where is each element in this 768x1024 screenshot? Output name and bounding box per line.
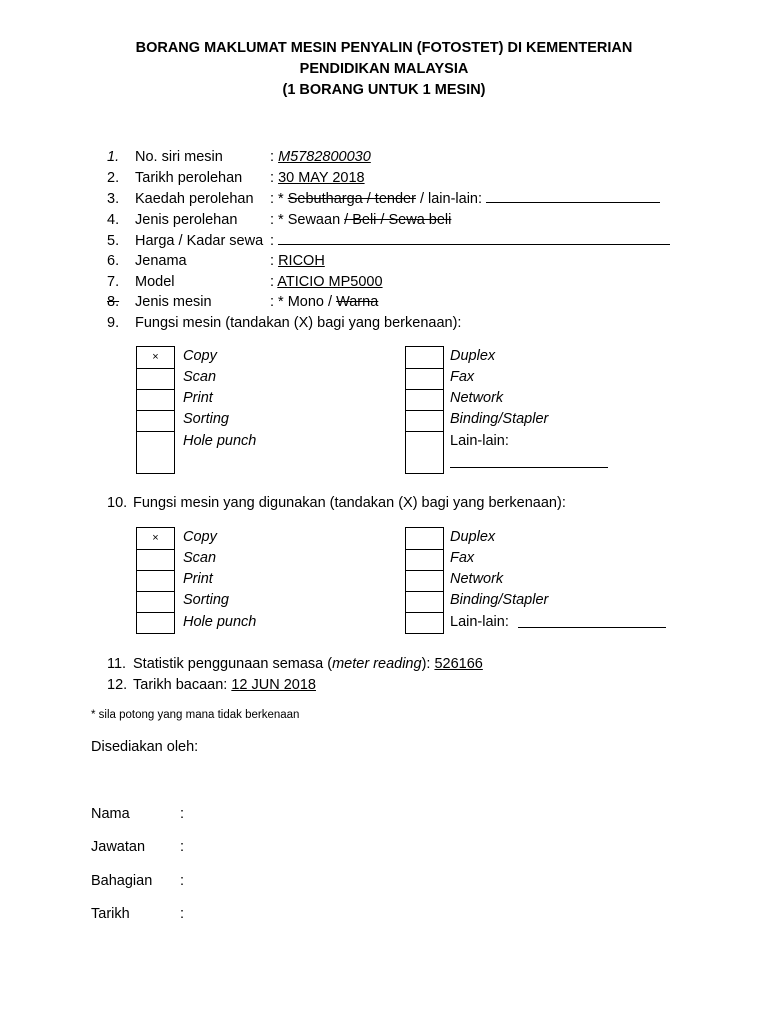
checkbox-duplex[interactable] <box>406 347 443 368</box>
checkbox-sorting[interactable] <box>137 410 174 432</box>
option-fax: Fax <box>450 550 475 566</box>
colon-option: : * Sewaan <box>270 212 341 228</box>
item-label: No. siri mesin <box>135 149 223 165</box>
item-meter-reading <box>107 655 483 673</box>
option-copy: Copy <box>183 529 217 545</box>
item-functions-used-heading <box>107 494 566 512</box>
item-price <box>107 232 670 250</box>
checked-mark: × <box>152 351 159 363</box>
option-sorting: Sorting <box>183 411 229 427</box>
item-text-suffix: ): <box>421 656 431 672</box>
option-print: Print <box>183 390 213 406</box>
reading-date-value: 12 JUN 2018 <box>231 677 316 693</box>
option-print: Print <box>183 571 213 587</box>
checkbox-print[interactable] <box>137 570 174 592</box>
other-label: / lain-lain: <box>419 191 483 207</box>
option-copy: Copy <box>183 348 217 364</box>
item-number: 5. <box>107 233 120 249</box>
checkbox-binding[interactable] <box>406 410 443 432</box>
item-brand <box>107 252 325 270</box>
footnote: * sila potong yang mana tidak berkenaan <box>91 709 300 721</box>
checked-mark: × <box>152 532 159 544</box>
item-acquisition-date <box>107 169 365 187</box>
position-label: Jawatan <box>91 839 146 855</box>
title-line-1: BORANG MAKLUMAT MESIN PENYALIN (FOTOSTET) DI KEMENTERIAN <box>135 40 633 56</box>
checkbox-fax[interactable] <box>406 368 443 390</box>
price-fill-line[interactable] <box>278 232 670 245</box>
option-duplex: Duplex <box>450 529 496 545</box>
checkbox-duplex[interactable] <box>406 528 443 549</box>
other-fill-line[interactable] <box>450 467 608 468</box>
item-number: 12. <box>107 677 128 693</box>
acquisition-date-value: 30 MAY 2018 <box>278 170 365 186</box>
item-number: 6. <box>107 253 120 269</box>
title-line-2: PENDIDIKAN MALAYSIA <box>299 61 469 77</box>
option-network: Network <box>450 390 504 406</box>
option-fax: Fax <box>450 369 475 385</box>
name-label: Nama <box>91 806 130 822</box>
item-number: 11. <box>107 656 127 672</box>
checkbox-copy[interactable] <box>137 528 174 549</box>
item-label: Jenis mesin <box>135 294 212 310</box>
item-number: 7. <box>107 274 120 290</box>
form-title <box>0 38 768 101</box>
checkbox-fax[interactable] <box>406 549 443 571</box>
item-machine-type <box>107 293 378 311</box>
colon: : <box>270 274 275 290</box>
item-text: Statistik penggunaan semasa ( <box>133 656 333 672</box>
option-hole-punch: Hole punch <box>183 433 257 449</box>
checkbox-print[interactable] <box>137 389 174 411</box>
option-hole-punch: Hole punch <box>183 614 257 630</box>
item-acquisition-type <box>107 211 451 229</box>
date-colon: : <box>180 906 185 922</box>
colon: : <box>270 233 275 249</box>
item-number: 2. <box>107 170 120 186</box>
item-number: 8. <box>107 294 120 310</box>
checkbox-column-right <box>405 527 444 634</box>
item-label: Kaedah perolehan <box>135 191 254 207</box>
option-scan: Scan <box>183 369 217 385</box>
item-number: 9. <box>107 315 120 331</box>
item-number: 10. <box>107 495 128 511</box>
checkbox-column-right <box>405 346 444 474</box>
struck-option: Sebutharga / tender <box>287 191 416 207</box>
colon: : <box>270 170 275 186</box>
other-fill-line[interactable] <box>518 627 666 628</box>
checkbox-hole-punch[interactable] <box>137 431 174 474</box>
item-label: Harga / Kadar sewa <box>135 233 264 249</box>
item-functions-heading <box>107 314 461 332</box>
date-label: Tarikh <box>91 906 130 922</box>
checkbox-copy[interactable] <box>137 347 174 368</box>
item-number: 1. <box>107 149 120 165</box>
checkbox-network[interactable] <box>406 570 443 592</box>
meter-reading-value: 526166 <box>434 656 483 672</box>
brand-value: RICOH <box>278 253 325 269</box>
item-number: 4. <box>107 212 120 228</box>
item-number: 3. <box>107 191 120 207</box>
item-model <box>107 273 383 291</box>
checkbox-network[interactable] <box>406 389 443 411</box>
item-acquisition-method <box>107 190 660 208</box>
item-serial-number <box>107 148 371 166</box>
option-duplex: Duplex <box>450 348 496 364</box>
colon: : <box>270 253 275 269</box>
item-label: Tarikh perolehan <box>135 170 243 186</box>
item-label: Jenama <box>135 253 187 269</box>
checkbox-column-left <box>136 527 175 634</box>
item-reading-date <box>107 676 316 694</box>
colon: : <box>270 149 275 165</box>
option-network: Network <box>450 571 504 587</box>
option-scan: Scan <box>183 550 217 566</box>
option-sorting: Sorting <box>183 592 229 608</box>
name-colon: : <box>180 806 185 822</box>
serial-number-value: M5782800030 <box>278 149 371 165</box>
division-label: Bahagian <box>91 873 153 889</box>
item-text-italic: meter reading <box>332 656 422 672</box>
struck-option: Warna <box>336 294 379 310</box>
position-colon: : <box>180 839 185 855</box>
fill-line[interactable] <box>486 190 660 203</box>
item-text: Tarikh bacaan: <box>133 677 228 693</box>
division-colon: : <box>180 873 185 889</box>
item-label: Jenis perolehan <box>135 212 238 228</box>
item-text: Fungsi mesin yang digunakan (tandakan (X) bagi yang berkenaan): <box>133 495 566 511</box>
colon: : * <box>270 191 284 207</box>
checkbox-other[interactable] <box>406 612 443 634</box>
checkbox-hole-punch[interactable] <box>137 612 174 634</box>
checkbox-scan[interactable] <box>137 368 174 390</box>
option-binding-stapler: Binding/Stapler <box>450 592 549 608</box>
checkbox-other[interactable] <box>406 431 443 474</box>
colon-option: : * Mono / <box>270 294 333 310</box>
option-binding-stapler: Binding/Stapler <box>450 411 549 427</box>
checkbox-sorting[interactable] <box>137 591 174 613</box>
prepared-by-label: Disediakan oleh: <box>91 739 199 755</box>
item-label: Model <box>135 274 175 290</box>
option-other: Lain-lain: <box>450 433 509 449</box>
item-text: Fungsi mesin (tandakan (X) bagi yang berkenaan): <box>135 315 462 331</box>
title-line-3: (1 BORANG UNTUK 1 MESIN) <box>282 82 486 98</box>
checkbox-binding[interactable] <box>406 591 443 613</box>
option-other: Lain-lain: <box>450 614 509 630</box>
struck-option: / Beli / Sewa beli <box>344 212 452 228</box>
checkbox-column-left <box>136 346 175 474</box>
model-value: ATICIO MP5000 <box>277 274 383 290</box>
checkbox-scan[interactable] <box>137 549 174 571</box>
